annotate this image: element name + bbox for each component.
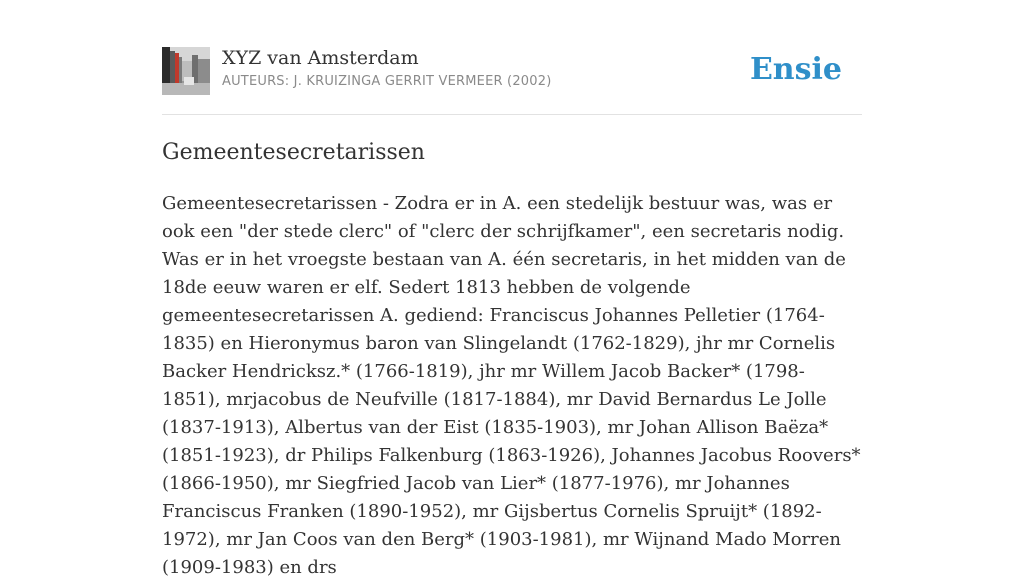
source-title[interactable]: XYZ van Amsterdam bbox=[222, 47, 419, 69]
source-header bbox=[162, 46, 862, 115]
ensie-logo[interactable]: Ensie bbox=[749, 52, 842, 87]
article-body: Gemeentesecretarissen - Zodra er in A. een stedelijk bestuur was, was er ook een "der stede clerc" of "clerc der schrijfkamer", een secretaris nodig. Was er in het vroegste bestaan van A. één secretaris, in het midden van de 18de eeuw waren er elf. Sedert 1813 hebben de volgende gemeentesecretarissen A. gediend: Franciscus Johannes Pelletier (1764-1835) en Hieronymus baron van Slingelandt (1762-1829), jhr mr Cornelis Backer Hendricksz.* (1766-1819), jhr mr Willem Jacob Backer* (1798-1851), mrjacobus de Neufville (1817-1884), mr David Bernardus Le Jolle (1837-1913), Albertus van der Eist (1835-1903), mr Johan Allison Baëza* (1851-1923), dr Philips Falkenburg (1863-1926), Johannes Jacobus Roovers* (1866-1950), mr Siegfried Jacob van Lier* (1877-1976), mr Johannes Franciscus Franken (1890-1952), mr Gijsbertus Cornelis Spruijt* (1892-1972), mr Jan Coos van den Berg* (1903-1981), mr Wijnand Mado Morren (1909-1983) en drs bbox=[162, 193, 861, 578]
authors-line: AUTEURS: J. KRUIZINGA GERRIT VERMEER (2002) bbox=[222, 74, 552, 89]
street-photo-thumbnail-icon bbox=[162, 47, 210, 95]
article-title: Gemeentesecretarissen bbox=[162, 140, 425, 165]
source-avatar[interactable] bbox=[162, 47, 210, 95]
